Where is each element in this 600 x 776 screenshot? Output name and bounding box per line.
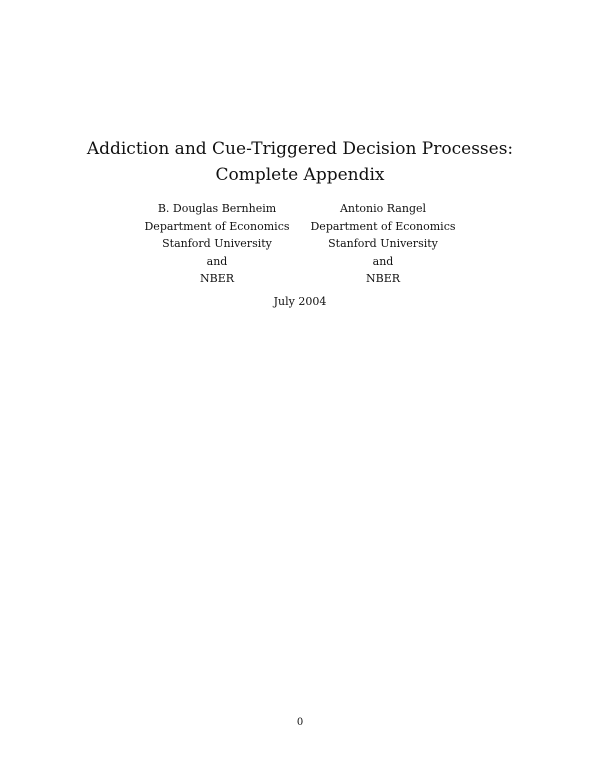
author-institution: Stanford University [328,237,438,250]
author-2 [308,200,458,288]
author-conjunction: and [206,254,228,268]
author-name: Antonio Rangel [339,202,427,215]
author-affiliation: NBER [365,272,401,285]
paper-title-line-2: Complete Appendix [215,165,385,185]
paper-title-line-1: Addiction and Cue-Triggered Decision Processes: [86,139,514,159]
author-affiliation: NBER [199,272,235,285]
author-conjunction: and [372,254,394,268]
author-1 [142,200,292,288]
author-institution: Stanford University [162,237,272,250]
author-department: Department of Economics [310,219,456,233]
author-department: Department of Economics [144,219,290,233]
author-block [0,200,600,288]
publication-date: July 2004 [273,295,327,308]
page-number: 0 [296,717,304,728]
author-name: B. Douglas Bernheim [157,202,277,215]
